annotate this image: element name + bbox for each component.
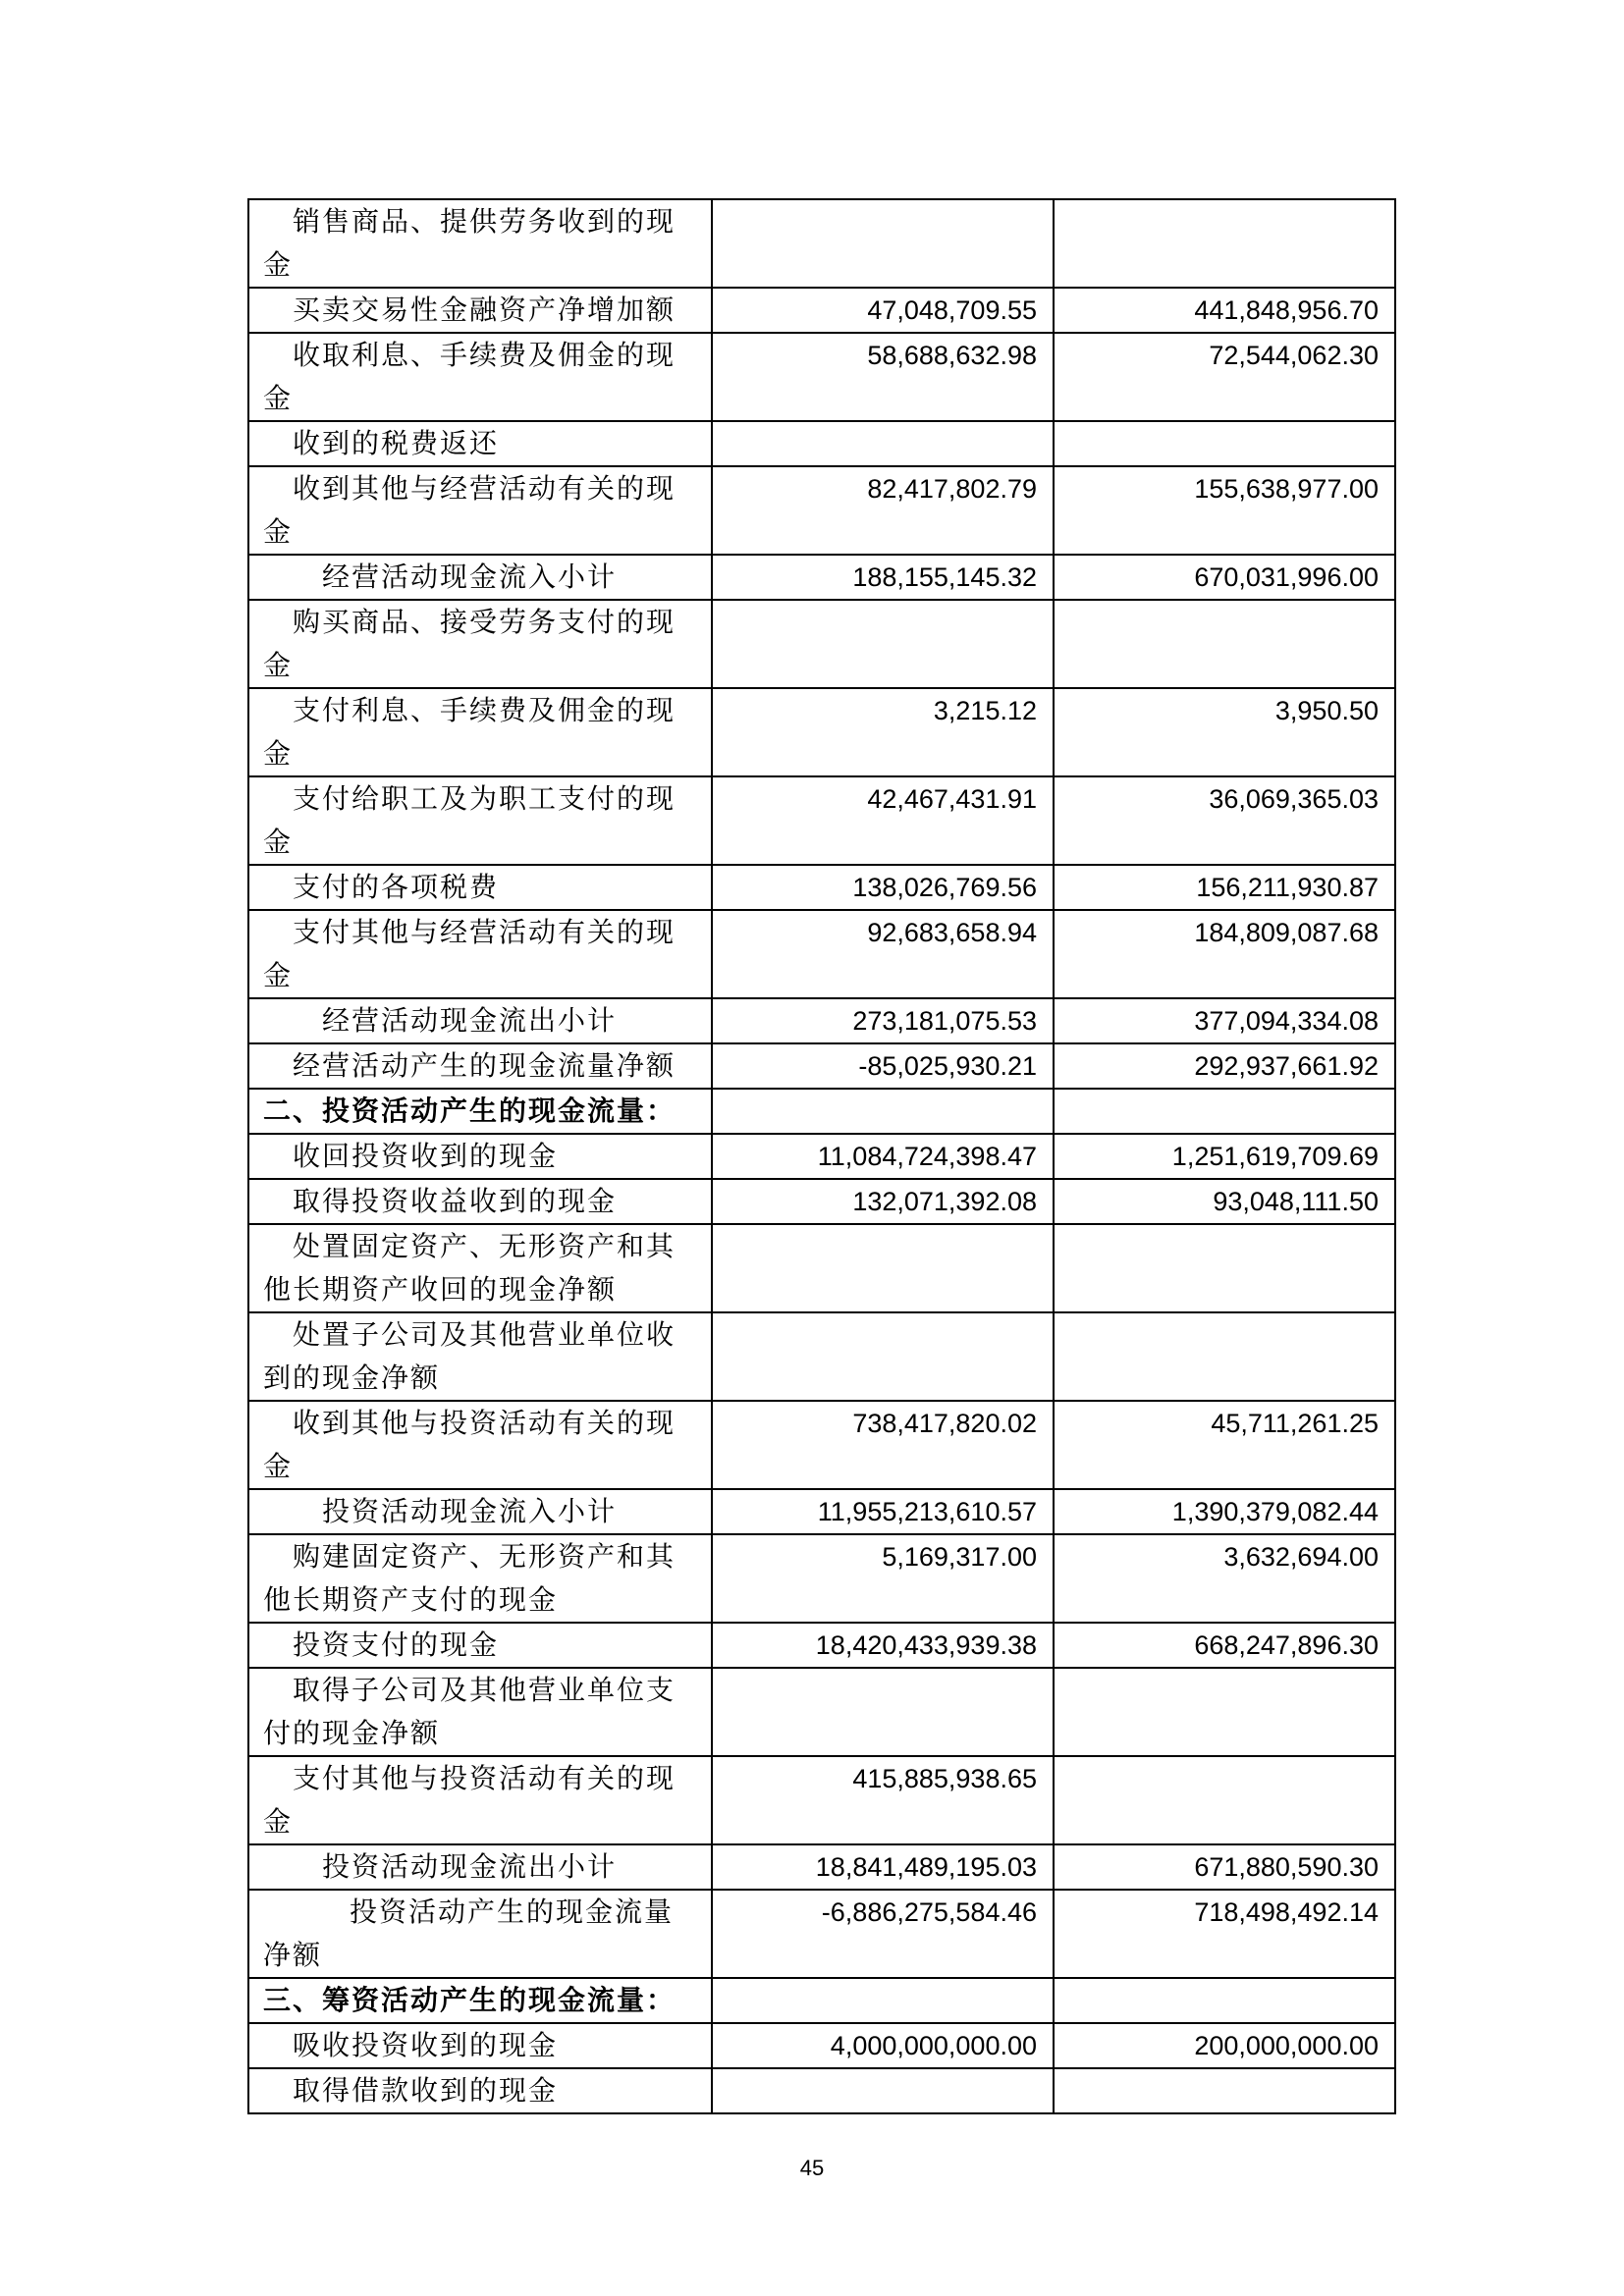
prior-period-amount: 200,000,000.00: [1194, 2031, 1379, 2060]
prior-period-amount: 184,809,087.68: [1194, 918, 1379, 947]
prior-period-cell: [1054, 2068, 1395, 2113]
current-period-amount: 132,071,392.08: [852, 1187, 1037, 1216]
current-period-cell: [712, 1224, 1054, 1312]
current-period-cell: [712, 2068, 1054, 2113]
prior-period-cell: [1054, 1312, 1395, 1401]
prior-period-amount: 72,544,062.30: [1209, 341, 1379, 370]
item-label: 支付的各项税费: [293, 871, 500, 903]
item-cell: [248, 1844, 712, 1890]
table-row: [248, 865, 1395, 910]
item-label: 收到其他与投资活动有关的现金: [263, 1407, 677, 1482]
item-label: 取得借款收到的现金: [293, 2074, 559, 2107]
item-label: 收到其他与经营活动有关的现金: [263, 472, 677, 548]
item-label: 取得投资收益收到的现金: [293, 1185, 618, 1217]
current-period-amount: 47,048,709.55: [867, 295, 1037, 325]
current-period-cell: [712, 998, 1054, 1043]
item-label: 支付其他与经营活动有关的现金: [263, 916, 677, 991]
current-period-cell: [712, 1623, 1054, 1668]
table-row: [248, 555, 1395, 600]
current-period-cell: [712, 333, 1054, 421]
table-row: [248, 910, 1395, 998]
prior-period-amount: 93,048,111.50: [1213, 1187, 1379, 1216]
current-period-cell: [712, 1134, 1054, 1179]
item-label: 投资支付的现金: [293, 1629, 500, 1661]
prior-period-cell: [1054, 2023, 1395, 2068]
current-period-amount: 11,955,213,610.57: [817, 1497, 1037, 1526]
current-period-amount: 92,683,658.94: [867, 918, 1037, 947]
current-period-amount: 18,841,489,195.03: [815, 1852, 1037, 1882]
prior-period-cell: [1054, 288, 1395, 333]
current-period-amount: -85,025,930.21: [858, 1051, 1037, 1081]
current-period-amount: 5,169,317.00: [882, 1542, 1037, 1572]
item-label: 吸收投资收到的现金: [293, 2029, 559, 2061]
current-period-cell: [712, 2023, 1054, 2068]
table-row: [248, 1756, 1395, 1844]
prior-period-amount: 36,069,365.03: [1209, 784, 1379, 814]
table-row: [248, 1890, 1395, 1978]
prior-period-amount: 668,247,896.30: [1194, 1630, 1379, 1660]
table-row: [248, 2068, 1395, 2113]
item-label: 支付给职工及为职工支付的现金: [263, 782, 677, 858]
prior-period-cell: [1054, 1224, 1395, 1312]
item-label: 支付利息、手续费及佣金的现金: [263, 694, 677, 770]
prior-period-amount: 718,498,492.14: [1194, 1897, 1379, 1927]
item-label: 收取利息、手续费及佣金的现金: [263, 339, 677, 414]
item-label: 支付其他与投资活动有关的现金: [263, 1762, 677, 1838]
prior-period-amount: 155,638,977.00: [1194, 474, 1379, 504]
current-period-cell: [712, 1312, 1054, 1401]
item-cell: [248, 910, 712, 998]
prior-period-cell: [1054, 466, 1395, 555]
current-period-cell: [712, 1978, 1054, 2023]
item-label: 处置固定资产、无形资产和其他长期资产收回的现金净额: [263, 1230, 677, 1306]
prior-period-cell: [1054, 1179, 1395, 1224]
table-row: [248, 1623, 1395, 1668]
current-period-cell: [712, 199, 1054, 288]
item-cell: [248, 688, 712, 776]
item-cell: [248, 1401, 712, 1489]
table-row: [248, 1668, 1395, 1756]
current-period-cell: [712, 1043, 1054, 1089]
item-cell: [248, 1534, 712, 1623]
prior-period-cell: [1054, 1756, 1395, 1844]
prior-period-cell: [1054, 910, 1395, 998]
item-cell: [248, 333, 712, 421]
item-cell: [248, 1179, 712, 1224]
prior-period-cell: [1054, 555, 1395, 600]
item-label: 处置子公司及其他营业单位收到的现金净额: [263, 1318, 677, 1394]
current-period-amount: 273,181,075.53: [852, 1006, 1037, 1036]
prior-period-amount: 670,031,996.00: [1194, 562, 1379, 592]
table-row: [248, 1224, 1395, 1312]
current-period-cell: [712, 1668, 1054, 1756]
item-label: 购买商品、接受劳务支付的现金: [263, 606, 677, 681]
item-cell: [248, 288, 712, 333]
item-cell: [248, 1890, 712, 1978]
item-cell: [248, 1978, 712, 2023]
current-period-cell: [712, 688, 1054, 776]
current-period-cell: [712, 600, 1054, 688]
item-label: 投资活动产生的现金流量净额: [263, 1896, 675, 1971]
prior-period-cell: [1054, 1978, 1395, 2023]
item-label: 经营活动现金流出小计: [322, 1004, 618, 1037]
prior-period-cell: [1054, 1089, 1395, 1134]
current-period-cell: [712, 1489, 1054, 1534]
prior-period-cell: [1054, 998, 1395, 1043]
current-period-cell: [712, 1089, 1054, 1134]
item-cell: [248, 1043, 712, 1089]
prior-period-amount: 671,880,590.30: [1194, 1852, 1379, 1882]
current-period-amount: 11,084,724,398.47: [817, 1142, 1037, 1171]
table-row: [248, 1043, 1395, 1089]
item-cell: [248, 2023, 712, 2068]
table-row: [248, 421, 1395, 466]
item-cell: [248, 2068, 712, 2113]
item-cell: [248, 1089, 712, 1134]
prior-period-amount: 3,632,694.00: [1223, 1542, 1379, 1572]
page-number: 45: [799, 2156, 825, 2180]
prior-period-amount: 3,950.50: [1274, 696, 1379, 725]
prior-period-cell: [1054, 1623, 1395, 1668]
item-label: 收回投资收到的现金: [293, 1140, 559, 1172]
item-cell: [248, 466, 712, 555]
item-cell: [248, 998, 712, 1043]
section-title: 二、投资活动产生的现金流量：: [263, 1095, 677, 1127]
item-cell: [248, 1489, 712, 1534]
prior-period-cell: [1054, 1134, 1395, 1179]
current-period-amount: 738,417,820.02: [852, 1409, 1037, 1438]
current-period-cell: [712, 555, 1054, 600]
current-period-cell: [712, 421, 1054, 466]
table-row: [248, 600, 1395, 688]
current-period-cell: [712, 1756, 1054, 1844]
current-period-cell: [712, 288, 1054, 333]
current-period-amount: 18,420,433,939.38: [815, 1630, 1037, 1660]
prior-period-amount: 45,711,261.25: [1211, 1409, 1379, 1438]
current-period-amount: 138,026,769.56: [852, 873, 1037, 902]
current-period-amount: 3,215.12: [933, 696, 1037, 725]
item-cell: [248, 1756, 712, 1844]
item-cell: [248, 600, 712, 688]
prior-period-cell: [1054, 333, 1395, 421]
current-period-cell: [712, 1179, 1054, 1224]
item-label: 投资活动现金流出小计: [322, 1850, 618, 1883]
prior-period-cell: [1054, 865, 1395, 910]
item-cell: [248, 776, 712, 865]
section-title: 三、筹资活动产生的现金流量：: [263, 1984, 677, 2016]
prior-period-cell: [1054, 1043, 1395, 1089]
current-period-amount: 58,688,632.98: [867, 341, 1037, 370]
prior-period-amount: 156,211,930.87: [1196, 873, 1379, 902]
current-period-amount: 4,000,000,000.00: [830, 2031, 1037, 2060]
item-cell: [248, 199, 712, 288]
table-row: [248, 466, 1395, 555]
table-row: [248, 1179, 1395, 1224]
item-cell: [248, 1224, 712, 1312]
prior-period-cell: [1054, 776, 1395, 865]
prior-period-amount: 441,848,956.70: [1194, 295, 1379, 325]
current-period-amount: 42,467,431.91: [867, 784, 1037, 814]
current-period-amount: 82,417,802.79: [867, 474, 1037, 504]
current-period-cell: [712, 1890, 1054, 1978]
table-row: [248, 1844, 1395, 1890]
current-period-cell: [712, 776, 1054, 865]
table-row: [248, 333, 1395, 421]
item-label: 投资活动现金流入小计: [322, 1495, 618, 1527]
table-row: [248, 776, 1395, 865]
current-period-cell: [712, 1534, 1054, 1623]
item-label: 购建固定资产、无形资产和其他长期资产支付的现金: [263, 1540, 677, 1616]
item-cell: [248, 865, 712, 910]
item-label: 经营活动产生的现金流量净额: [293, 1049, 677, 1082]
current-period-cell: [712, 1401, 1054, 1489]
item-label: 经营活动现金流入小计: [322, 561, 618, 593]
cash-flow-table: [247, 198, 1396, 2114]
prior-period-cell: [1054, 1489, 1395, 1534]
table-row: [248, 1489, 1395, 1534]
prior-period-cell: [1054, 199, 1395, 288]
current-period-cell: [712, 910, 1054, 998]
item-label: 买卖交易性金融资产净增加额: [293, 294, 677, 326]
current-period-amount: -6,886,275,584.46: [821, 1897, 1037, 1927]
item-cell: [248, 555, 712, 600]
current-period-amount: 415,885,938.65: [852, 1764, 1037, 1793]
prior-period-amount: 1,390,379,082.44: [1171, 1497, 1379, 1526]
item-label: 销售商品、提供劳务收到的现金: [263, 205, 677, 281]
current-period-amount: 188,155,145.32: [852, 562, 1037, 592]
table-row: [248, 199, 1395, 288]
prior-period-cell: [1054, 688, 1395, 776]
prior-period-cell: [1054, 1668, 1395, 1756]
current-period-cell: [712, 1844, 1054, 1890]
table-row: [248, 1134, 1395, 1179]
table-row: [248, 288, 1395, 333]
table-row: [248, 1401, 1395, 1489]
table-row: [248, 688, 1395, 776]
prior-period-amount: 377,094,334.08: [1194, 1006, 1379, 1036]
prior-period-amount: 292,937,661.92: [1194, 1051, 1379, 1081]
prior-period-cell: [1054, 1890, 1395, 1978]
table-row: [248, 1312, 1395, 1401]
current-period-cell: [712, 466, 1054, 555]
cash-flow-table-body: [248, 199, 1395, 2113]
section-header-row: [248, 1978, 1395, 2023]
prior-period-cell: [1054, 1401, 1395, 1489]
table-row: [248, 998, 1395, 1043]
prior-period-cell: [1054, 421, 1395, 466]
item-cell: [248, 1668, 712, 1756]
prior-period-cell: [1054, 600, 1395, 688]
prior-period-cell: [1054, 1844, 1395, 1890]
table-row: [248, 2023, 1395, 2068]
prior-period-amount: 1,251,619,709.69: [1171, 1142, 1379, 1171]
item-label: 取得子公司及其他营业单位支付的现金净额: [263, 1674, 677, 1749]
item-cell: [248, 421, 712, 466]
item-cell: [248, 1134, 712, 1179]
current-period-cell: [712, 865, 1054, 910]
item-cell: [248, 1312, 712, 1401]
prior-period-cell: [1054, 1534, 1395, 1623]
table-row: [248, 1534, 1395, 1623]
item-label: 收到的税费返还: [293, 427, 500, 459]
section-header-row: [248, 1089, 1395, 1134]
item-cell: [248, 1623, 712, 1668]
